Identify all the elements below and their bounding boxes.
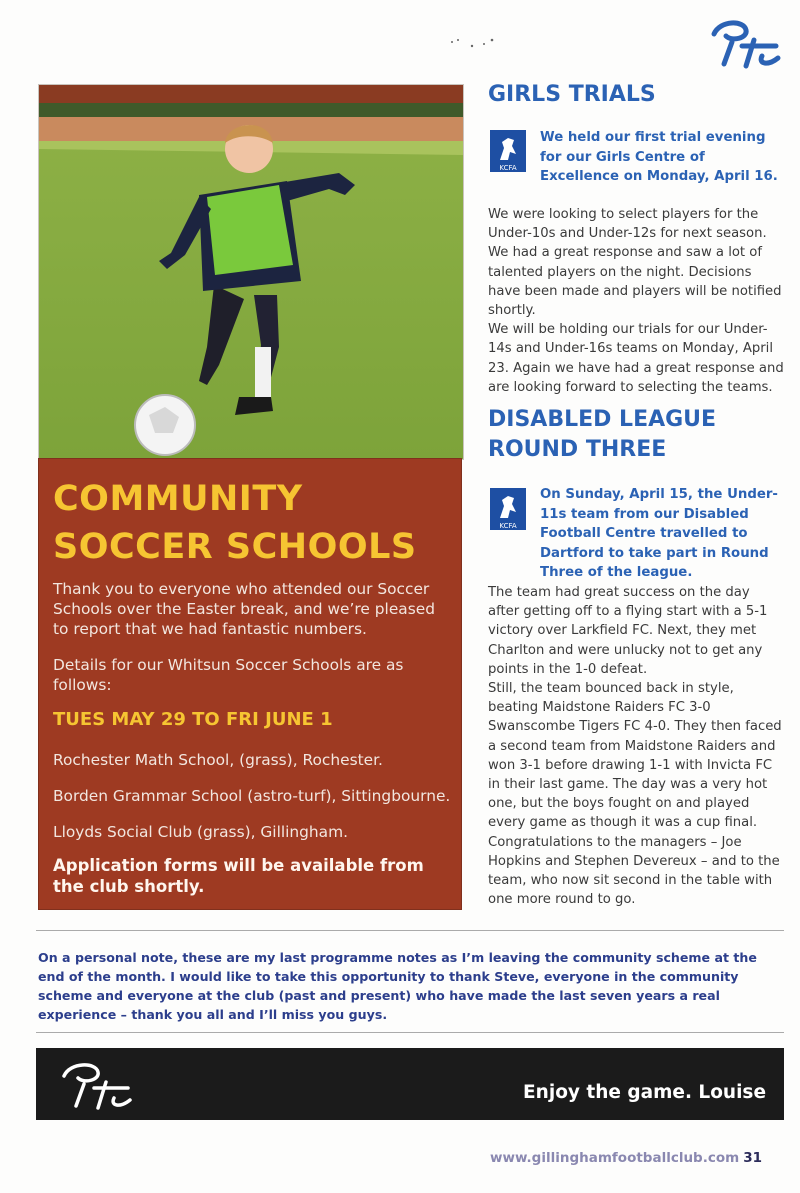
boy-kicking-football-photo (39, 85, 463, 459)
disabled-league-lead: On Sunday, April 15, the Under-11s team from our Disabled Football Centre travelled to Dartford to take part in Round Three of the league. (540, 487, 778, 580)
gfc-logo-icon (56, 1056, 136, 1112)
soccer-photo (38, 84, 464, 460)
application-forms-note: Application forms will be available from the club shortly. (53, 856, 424, 896)
community-dates: TUES MAY 29 TO FRI JUNE 1 (53, 709, 333, 730)
paragraph: The team had great success on the day after getting off to a flying start with a 5-1 victory over Larkfield FC. Next, they met Charlton and were unlucky not to get any points in the 1-0 defeat. (488, 585, 768, 677)
girls-trials-heading: GIRLS TRIALS (488, 82, 656, 107)
venue-item: Borden Grammar School (astro-turf), Sittingbourne. (53, 787, 451, 805)
girls-trials-lead: We held our first trial evening for our Girls Centre of Excellence on Monday, April 16. (540, 130, 778, 184)
personal-note: On a personal note, these are my last programme notes as I’m leaving the community scheme at the end of the month. I would like to take this opportunity to thank Steve, everyone in the community scheme and everyone at the club (past and present) who have made the last seven years a real experience – thank you all and I’ll miss you guys. (38, 950, 757, 1022)
disabled-league-heading: DISABLED LEAGUE ROUND THREE (488, 407, 717, 462)
page-footer (490, 1150, 762, 1166)
paragraph: Still, the team bounced back in style, beating Maidstone Raiders FC 3-0 Swanscombe Tigers FC 4-0. They then faced a second team from Maidstone Raiders and won 3-1 before drawing 1-1 with Invicta FC in their last game. The day was a very hot one, but the boys fought on and played every game as though it was a cup final. (488, 681, 782, 831)
kcfa-badge-icon (490, 130, 526, 172)
disabled-league-body (488, 583, 784, 909)
footer-bar (36, 1048, 784, 1120)
girls-trials-body (488, 205, 784, 397)
svg-text:KCFA: KCFA (499, 522, 517, 530)
venue-item: Rochester Math School, (grass), Rochester. (53, 751, 383, 769)
signoff: Enjoy the game. Louise (523, 1082, 766, 1103)
kcfa-badge-icon (490, 488, 526, 530)
divider (36, 930, 784, 931)
page-number: 31 (743, 1150, 762, 1166)
svg-text:KCFA: KCFA (499, 164, 517, 172)
website-url: www.gillinghamfootballclub.com (490, 1150, 740, 1166)
community-details: Details for our Whitsun Soccer Schools are as follows: (53, 656, 404, 694)
divider (36, 1032, 784, 1033)
paragraph: We will be holding our trials for our Under-14s and Under-16s teams on Monday, April 23. Again we have had a great response and are looking forward to selecting the teams. (488, 322, 784, 395)
venue-item: Lloyds Social Club (grass), Gillingham. (53, 823, 348, 841)
gfc-logo-icon (706, 16, 784, 70)
community-soccer-schools-panel (38, 458, 462, 910)
community-title: COMMUNITY SOCCER SCHOOLS (53, 479, 417, 567)
community-intro: Thank you to everyone who attended our Soccer Schools over the Easter break, and we’re pleased to report that we had fantastic numbers. (53, 580, 435, 638)
paragraph: Congratulations to the managers – Joe Hopkins and Stephen Devereux – and to the team, who now sit second in the table with one more round to go. (488, 834, 780, 908)
scan-specks (448, 36, 498, 54)
paragraph: We were looking to select players for the Under-10s and Under-12s for next season. We had a great response and saw a lot of talented players on the night. Decisions have been made and players will be notified shortly. (488, 207, 782, 319)
